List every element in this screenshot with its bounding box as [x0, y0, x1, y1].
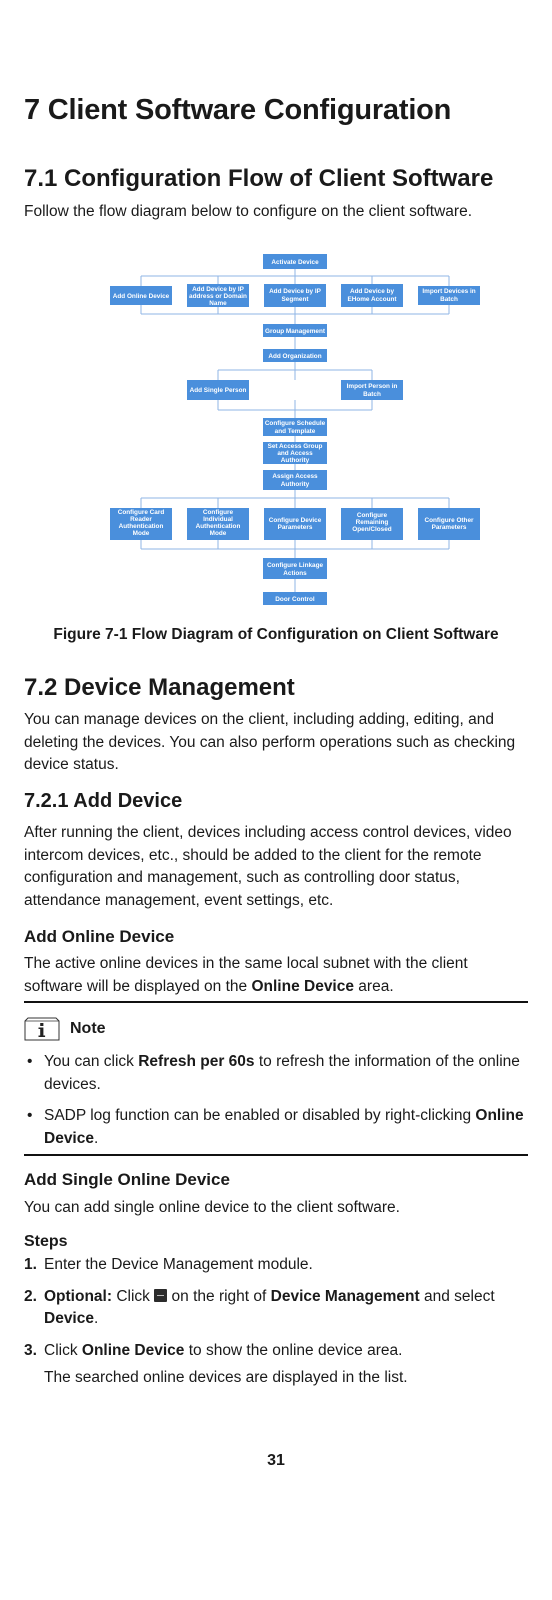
svg-text:and Access: and Access: [277, 450, 313, 457]
flow-box-import-person-in-batch: [341, 380, 403, 400]
svg-text:Add Device by IP: Add Device by IP: [269, 288, 321, 295]
flow-box-add-online-device: [110, 286, 172, 305]
add-online-device-text: The active online devices in the same local subnet with the client software will be displayed on the Online Device area.: [24, 955, 468, 995]
svg-text:Remaining: Remaining: [355, 519, 389, 526]
svg-text:Configure: Configure: [356, 512, 388, 519]
flow-diagram: [110, 252, 480, 608]
svg-text:Add Single Person: Add Single Person: [189, 387, 247, 394]
svg-text:Import Devices in: Import Devices in: [422, 288, 476, 295]
svg-text:Individual: Individual: [203, 516, 233, 523]
svg-text:Add Online Device: Add Online Device: [112, 293, 170, 300]
svg-text:Assign Access: Assign Access: [272, 473, 318, 480]
flow-box-individual-auth: [187, 508, 249, 540]
svg-text:Group Management: Group Management: [264, 328, 326, 335]
add-single-online-device-heading: Add Single Online Device: [24, 1170, 230, 1189]
section-7-1-title: 7.1 Configuration Flow of Client Software: [24, 165, 494, 192]
flow-box-card-reader-auth: [110, 508, 172, 540]
flow-box-other-parameters: [418, 508, 480, 540]
svg-text:EHome Account: EHome Account: [347, 296, 397, 303]
flow-box-add-device-by-ip-segment: [264, 284, 326, 307]
svg-text:Parameters: Parameters: [277, 524, 313, 531]
svg-text:Batch: Batch: [363, 391, 381, 398]
svg-text:Configure Linkage: Configure Linkage: [266, 562, 324, 569]
flow-box-add-single-person: [187, 380, 249, 400]
flow-box-set-access-group: [263, 442, 327, 464]
step-item: 1. Enter the Device Management module.: [24, 1256, 313, 1273]
svg-text:Configure Device: Configure Device: [268, 517, 322, 524]
svg-text:Reader: Reader: [130, 516, 152, 523]
flow-box-door-control: [263, 592, 327, 605]
section-7-2-intro: You can manage devices on the client, including adding, editing, and deleting the devices. You can also perform operations such as checking device status.: [24, 711, 516, 773]
note-label: Note: [70, 1020, 106, 1037]
svg-text:Add Device by: Add Device by: [349, 288, 395, 295]
add-single-online-device-text: You can add single online device to the client software.: [24, 1199, 400, 1216]
svg-text:Authentication: Authentication: [118, 523, 164, 530]
flow-box-add-device-by-ip-address: [187, 284, 249, 307]
svg-text:Actions: Actions: [283, 570, 307, 577]
svg-text:Mode: Mode: [209, 530, 227, 537]
svg-text:Authentication: Authentication: [195, 523, 241, 530]
flow-box-remaining-open-closed: [341, 508, 403, 540]
svg-text:Import Person in: Import Person in: [346, 383, 398, 390]
step-item: 3. Click Online Device to show the online device area. The searched online devices are displayed in the list.: [24, 1340, 528, 1390]
step-result-text: The searched online devices are displayed in the list.: [44, 1369, 408, 1386]
flow-box-group-management: [263, 324, 327, 337]
svg-text:Authority: Authority: [280, 481, 310, 488]
svg-text:Configure: Configure: [202, 509, 234, 516]
note-top-rule: [24, 1001, 528, 1003]
svg-text:Add Device by IP: Add Device by IP: [192, 286, 244, 293]
svg-text:Add Organization: Add Organization: [268, 353, 322, 360]
steps-list: [24, 1254, 528, 1390]
flow-box-add-device-by-ehome: [341, 284, 403, 307]
info-book-icon: [24, 1017, 60, 1041]
svg-text:Batch: Batch: [440, 296, 458, 303]
flow-box-activate-device: [263, 254, 327, 269]
flow-label: Activate Device: [271, 259, 319, 266]
add-online-device-heading: Add Online Device: [24, 927, 175, 946]
svg-text:Authority: Authority: [280, 457, 310, 464]
figure-caption: Figure 7-1 Flow Diagram of Configuration on Client Software: [53, 626, 499, 643]
svg-text:Name: Name: [209, 300, 227, 307]
flow-box-import-devices-in-batch: [418, 286, 480, 305]
svg-text:Configure Card: Configure Card: [117, 509, 165, 516]
svg-text:Configure Other: Configure Other: [424, 517, 474, 524]
svg-text:Mode: Mode: [132, 530, 150, 537]
svg-text:Segment: Segment: [281, 296, 309, 303]
chapter-title: 7 Client Software Configuration: [24, 94, 452, 126]
note-header: [24, 1016, 106, 1042]
section-7-2-title: 7.2 Device Management: [24, 674, 295, 701]
svg-text:and Template: and Template: [274, 428, 316, 435]
flow-box-add-organization: [263, 349, 327, 362]
svg-text:address or Domain: address or Domain: [189, 293, 247, 300]
svg-text:Door Control: Door Control: [275, 596, 315, 603]
note-item: • You can click Refresh per 60s to refresh the information of the online devices.: [24, 1051, 528, 1096]
note-bottom-rule: [24, 1154, 528, 1156]
svg-text:Open/Closed: Open/Closed: [352, 526, 392, 533]
flow-box-device-parameters: [264, 508, 326, 540]
note-list: [24, 1051, 528, 1150]
flow-box-configure-schedule: [263, 418, 327, 436]
device-management-menu-icon: [154, 1289, 167, 1302]
svg-text:Parameters: Parameters: [431, 524, 467, 531]
svg-text:Configure Schedule: Configure Schedule: [264, 420, 326, 427]
step-item: 2. Optional: Click on the right of Device Management and select Device.: [24, 1287, 495, 1327]
flow-box-assign-access-authority: [263, 470, 327, 490]
steps-heading: Steps: [24, 1233, 68, 1250]
note-item: • SADP log function can be enabled or disabled by right-clicking Online Device.: [24, 1105, 528, 1150]
page-number: 31: [267, 1452, 285, 1469]
flow-box-configure-linkage: [263, 558, 327, 579]
svg-text:Set Access Group: Set Access Group: [267, 443, 323, 450]
section-7-2-1-title: 7.2.1 Add Device: [24, 790, 183, 812]
section-7-1-intro: Follow the flow diagram below to configure on the client software.: [24, 203, 473, 220]
section-7-2-1-intro: After running the client, devices including access control devices, video intercom devices, etc., should be added to the client for the remote configuration and management, such as controlling door status, attendance management, event settings, etc.: [24, 824, 512, 909]
